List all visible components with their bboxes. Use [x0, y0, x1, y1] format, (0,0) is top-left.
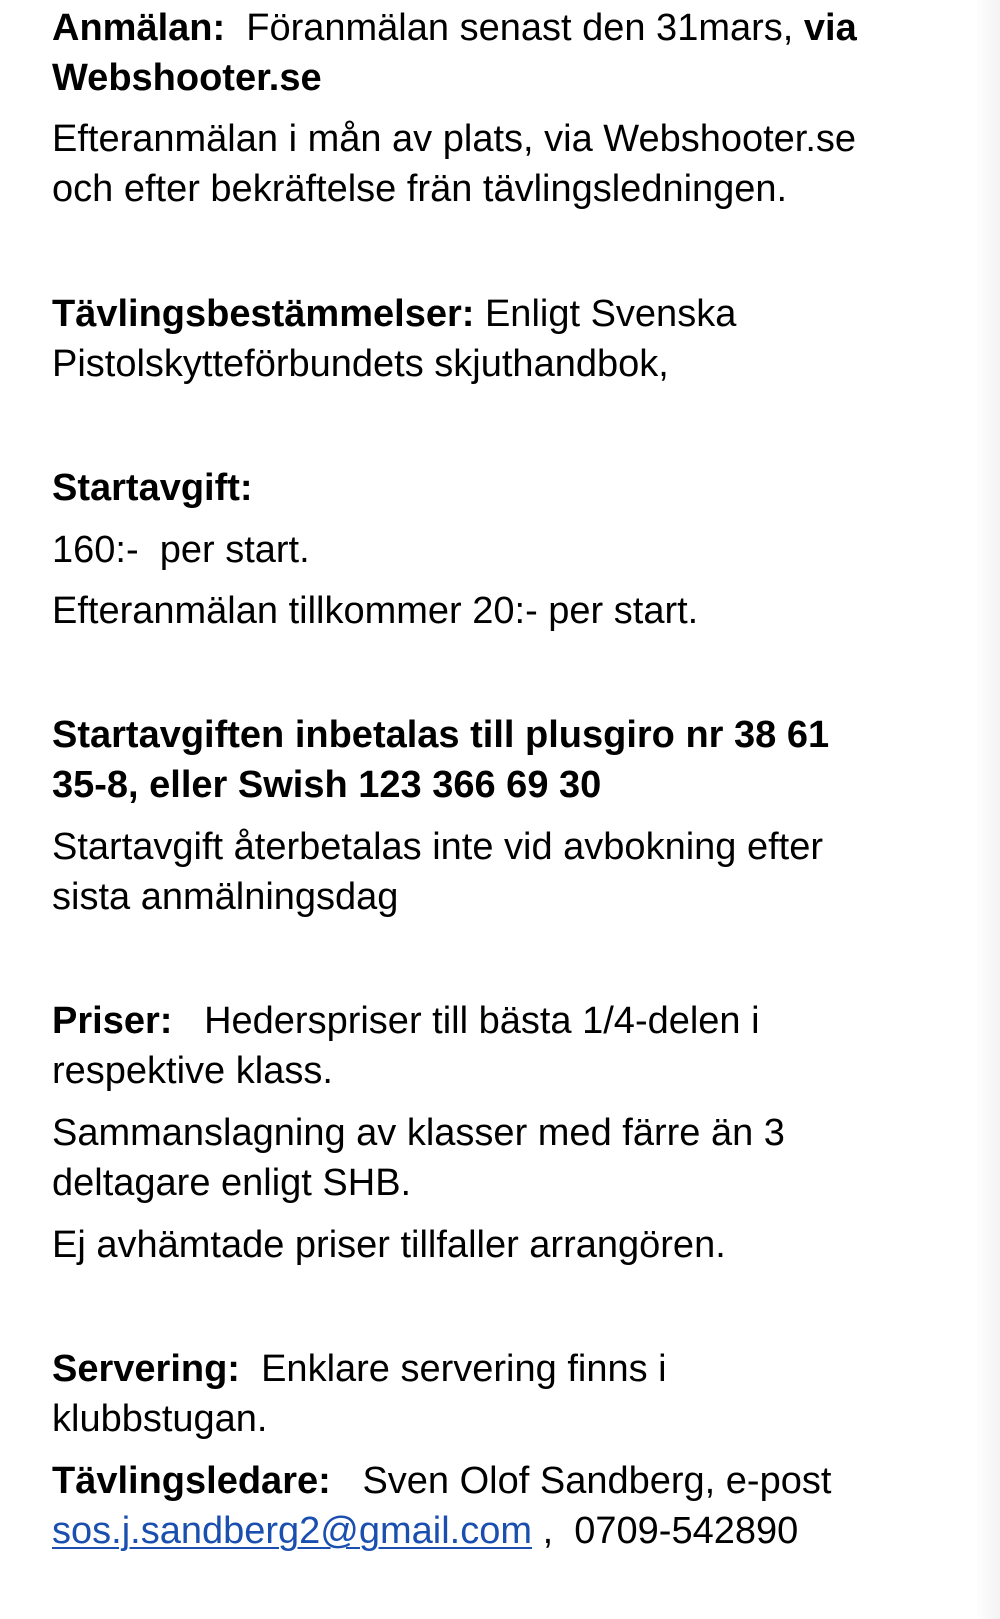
- rules-line-1: [52, 289, 736, 340]
- registration-text: Föranmälan senast den 31mars,: [225, 7, 804, 49]
- prizes-label: Priser:: [52, 1000, 173, 1042]
- page-edge-shadow: [974, 0, 1000, 1619]
- rules-text: Enligt Svenska: [474, 293, 737, 335]
- catering-text: Enklare servering finns i: [239, 1348, 667, 1390]
- refund-line-1: Startavgift återbetalas inte vid avbokning efter: [52, 826, 824, 868]
- late-registration-line-2: och efter bekräftelse frän tävlingsledningen.: [52, 168, 788, 210]
- unclaimed-prizes: Ej avhämtade priser tillfaller arrangören.: [52, 1224, 726, 1266]
- registration-via: via: [803, 7, 857, 49]
- director-line-2: [52, 1506, 798, 1557]
- director-phone: 0709-542890: [574, 1510, 799, 1552]
- late-registration-line-1: Efteranmälan i mån av plats, via Webshooter.se: [52, 118, 857, 160]
- prizes-line-2: respektive klass.: [52, 1050, 333, 1092]
- late-fee: Efteranmälan tillkommer 20:- per start.: [52, 590, 699, 632]
- prizes-line-1: [52, 996, 760, 1047]
- refund-line-2: sista anmälningsdag: [52, 876, 399, 918]
- catering-label: Servering:: [52, 1348, 240, 1390]
- director-name: Sven Olof Sandberg, e-post: [330, 1460, 832, 1502]
- payment-line-2: 35-8, eller Swish 123 366 69 30: [52, 764, 602, 806]
- fee-label: Startavgift:: [52, 467, 253, 509]
- prizes-text: Hederspriser till bästa 1/4-delen i: [172, 1000, 760, 1042]
- merge-line-1: Sammanslagning av klasser med färre än 3: [52, 1112, 785, 1154]
- merge-line-2: deltagare enligt SHB.: [52, 1162, 412, 1204]
- catering-line-1: [52, 1344, 667, 1395]
- contact-separator: ,: [532, 1510, 575, 1552]
- registration-line-1: [52, 3, 857, 54]
- fee-amount: 160:- per start.: [52, 529, 310, 571]
- registration-label: Anmälan:: [52, 7, 226, 49]
- director-email-link[interactable]: sos.j.sandberg2@gmail.com: [52, 1510, 533, 1552]
- rules-line-2: Pistolskytteförbundets skjuthandbok,: [52, 343, 669, 385]
- rules-label: Tävlingsbestämmelser:: [52, 293, 475, 335]
- registration-site: Webshooter.se: [52, 57, 322, 99]
- payment-line-1: Startavgiften inbetalas till plusgiro nr 38 61: [52, 714, 830, 756]
- director-line-1: [52, 1456, 831, 1507]
- director-label: Tävlingsledare:: [52, 1460, 331, 1502]
- catering-line-2: klubbstugan.: [52, 1398, 268, 1440]
